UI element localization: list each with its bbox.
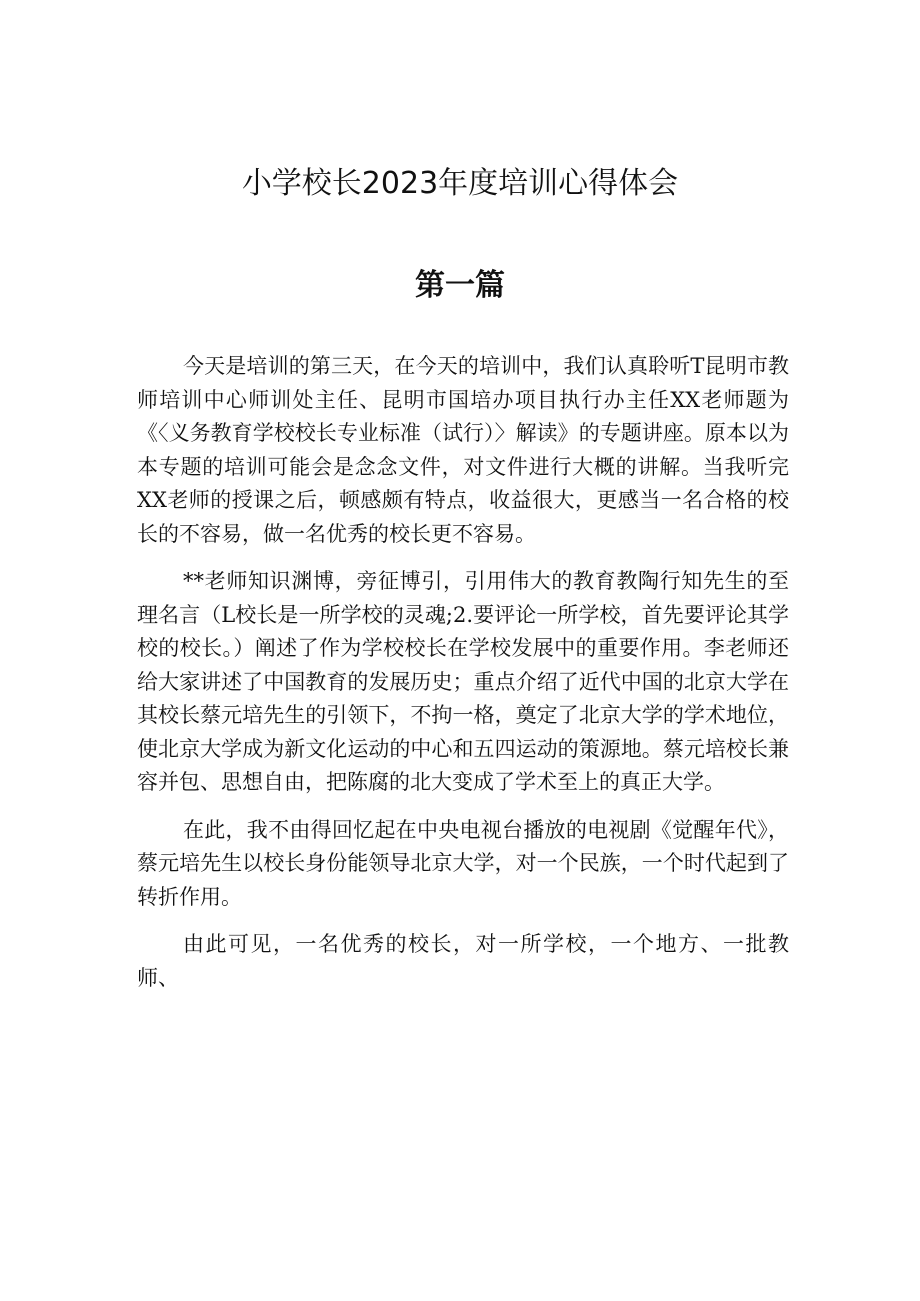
- paragraph-1: 今天是培训的第三天，在今天的培训中，我们认真聆听T昆明市教师培训中心师训处主任、昆明市国培办项目执行办主任XX老师题为《〈义务教育学校校长专业标准（试行）〉解读》的专题讲座。原本以为本专题的培训可能会是念念文件，对文件进行大概的讲解。当我听完XX老师的授课之后，顿感颇有特点，收益很大，更感当一名合格的校长的不容易，做一名优秀的校长更不容易。: [137, 354, 789, 546]
- document-title: 小学校长2023年度培训心得体会: [241, 166, 679, 201]
- section-heading: 第一篇: [415, 268, 505, 303]
- paragraph-4: 由此可见，一名优秀的校长，对一所学校，一个地方、一批教师、: [137, 932, 789, 990]
- paragraph-3: 在此，我不由得回忆起在中央电视台播放的电视剧《觉醒年代》，蔡元培先生以校长身份能领导北京大学，对一个民族，一个时代起到了转折作用。: [137, 817, 789, 909]
- document-body: [137, 350, 789, 1009]
- paragraph-2: **老师知识渊博，旁征博引，引用伟大的教育教陶行知先生的至理名言（L校长是一所学校的灵魂;2.要评论一所学校，首先要评论其学校的校长。）阐述了作为学校校长在学校发展中的重要作用。李老师还给大家讲述了中国教育的发展历史；重点介绍了近代中国的北京大学在其校长蔡元培先生的引领下，不拘一格，奠定了北京大学的学术地位，使北京大学成为新文化运动的中心和五四运动的策源地。蔡元培校长兼容并包、思想自由，把陈腐的北大变成了学术至上的真正大学。: [137, 569, 789, 794]
